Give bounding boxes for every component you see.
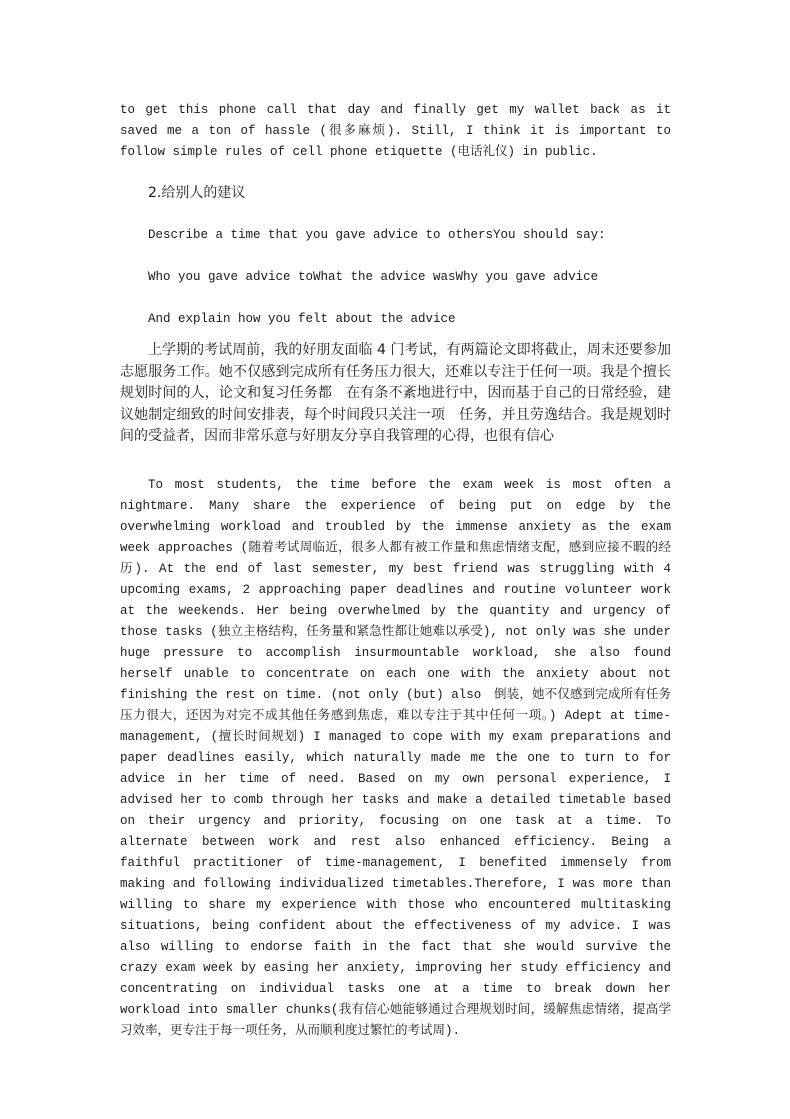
- prompt-line-2: Who you gave advice toWhat the advice wasWhy you gave advice: [148, 270, 599, 284]
- chinese-summary-paragraph: 上学期的考试周前，我的好朋友面临 4 门考试，有两篇论文即将截止，周末还要参加志愿服务工作。她不仅感到完成所有任务压力很大，还难以专注于任何一项。我是个擅长规划时间的人，论文和复习任务都 在有条不紊地进行中，因而基于自己的日常经验，建议她制定细致的时间安排表，每个时间段只关注一项 任务，并且劳逸结合。我是规划时间的受益者，因而非常乐意与好朋友分享自我管理的心得，也很有信心: [120, 342, 671, 444]
- document-page: [120, 100, 671, 1042]
- section-heading: 2.给别人的建议: [148, 185, 246, 201]
- prompt-line-3: And explain how you felt about the advice: [148, 312, 456, 326]
- intro-paragraph: to get this phone call that day and finally get my wallet back as it saved me a ton of hassle (很多麻烦). Still, I think it is important to follow simple rules of cell phone etiquette (电话礼仪) in public.: [120, 103, 671, 159]
- sample-answer-paragraph: To most students, the time before the exam week is most often a nightmare. Many share the experience of being put on edge by the overwhelming workload and troubled by the immense anxiety as the exam week approaches (随着考试周临近，很多人都有被工作量和焦虑情绪支配，感到应接不暇的经历). At the end of last semester, my best friend was struggling with 4 upcoming exams, 2 approaching paper deadlines and routine volunteer work at the weekends. Her being overwhelmed by the quantity and urgency of those tasks (独立主格结构，任务量和紧急性都让她难以承受), not only was she under huge pressure to accomplish insurmountable workload, she also found herself unable to concentrate on each one with the anxiety about not finishing the rest on time. (not only (but) also 倒装，她不仅感到完成所有任务压力很大，还因为对完不成其他任务感到焦虑，难以专注于其中任何一项。) Adept at time-management, (擅长时间规划) I managed to cope with my exam preparations and paper deadlines easily, which naturally made me the one to turn to for advice in her time of need. Based on my own personal experience, I advised her to comb through her tasks and make a detailed timetable based on their urgency and priority, focusing on one task at a time. To alternate between work and rest also enhanced efficiency. Being a faithful practitioner of time-management, I benefited immensely from making and following individualized timetables.Therefore, I was more than willing to share my experience with those who encountered multitasking situations, being confident about the effectiveness of my advice. I was also willing to endorse faith in the fact that she would survive the crazy exam week by easing her anxiety, improving her study efficiency and concentrating on individual tasks one at a time to break down her workload into smaller chunks(我有信心她能够通过合理规划时间，缓解焦虑情绪，提高学习效率，更专注于每一项任务，从而顺利度过繁忙的考试周).: [120, 477, 671, 1038]
- prompt-line-1: Describe a time that you gave advice to othersYou should say:: [148, 228, 606, 242]
